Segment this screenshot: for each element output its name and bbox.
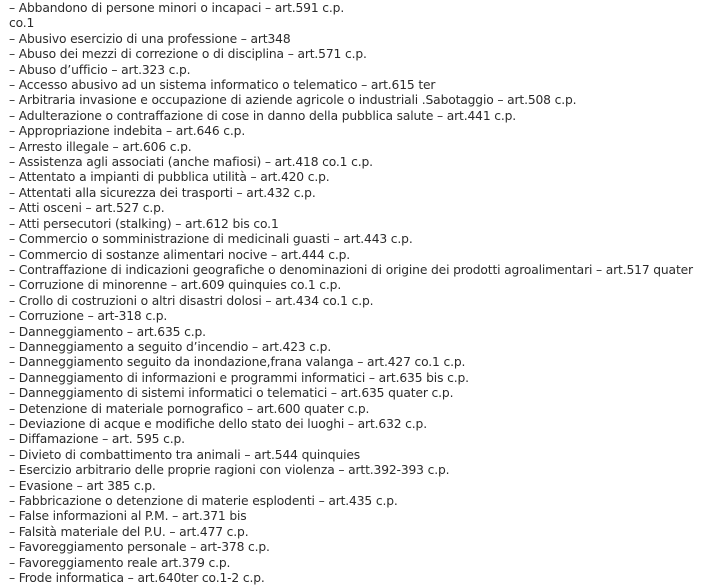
list-item: – Danneggiamento di informazioni e programmi informatici – art.635 bis c.p. xyxy=(9,370,469,385)
list-item: – Adulterazione o contraffazione di cose in danno della pubblica salute – art.441 c.p. xyxy=(9,108,517,123)
list-item: – Contraffazione di indicazioni geografiche o denominazioni di origine dei prodotti agroalimentari – art.517 quater xyxy=(9,262,693,277)
list-item: – Detenzione di materiale pornografico – art.600 quater c.p. xyxy=(9,401,370,416)
list-item: – Accesso abusivo ad un sistema informatico o telematico – art.615 ter xyxy=(9,78,436,93)
list-item: – Esercizio arbitrario delle proprie ragioni con violenza – artt.392-393 c.p. xyxy=(9,463,450,478)
list-item: – Favoreggiamento personale – art-378 c.p. xyxy=(9,540,270,555)
list-item: – Favoreggiamento reale art.379 c.p. xyxy=(9,555,231,570)
list-item: – Danneggiamento – art.635 c.p. xyxy=(9,324,206,339)
list-item: – Diffamazione – art. 595 c.p. xyxy=(9,432,185,447)
list-item: – Divieto di combattimento tra animali – art.544 quinquies xyxy=(9,447,361,462)
offense-list xyxy=(9,1,710,586)
list-item: – Atti osceni – art.527 c.p. xyxy=(9,201,165,216)
list-item: – Fabbricazione o detenzione di materie esplodenti – art.435 c.p. xyxy=(9,494,398,508)
list-item: – Crollo di costruzioni o altri disastri dolosi – art.434 co.1 c.p. xyxy=(9,293,374,308)
list-item: – Danneggiamento di sistemi informatici o telematici – art.635 quater c.p. xyxy=(9,386,454,401)
list-item: – Arresto illegale – art.606 c.p. xyxy=(9,139,192,154)
list-item: – Attentato a impianti di pubblica utilità – art.420 c.p. xyxy=(9,170,330,185)
list-item: – Danneggiamento seguito da inondazione,frana valanga – art.427 co.1 c.p. xyxy=(9,355,466,370)
list-item: – Appropriazione indebita – art.646 c.p. xyxy=(9,124,246,139)
list-item: co.1 xyxy=(9,16,35,31)
list-item: – Abuso dei mezzi di correzione o di disciplina – art.571 c.p. xyxy=(9,47,367,62)
list-item: – Assistenza agli associati (anche mafiosi) – art.418 co.1 c.p. xyxy=(9,155,373,170)
list-item: – Frode informatica – art.640ter co.1-2 c.p. xyxy=(9,571,265,586)
list-item: – Deviazione di acque e modifiche dello stato dei luoghi – art.632 c.p. xyxy=(9,416,427,431)
list-item: – Abusivo esercizio di una professione – art348 xyxy=(9,31,291,46)
list-item: – Evasione – art 385 c.p. xyxy=(9,478,156,493)
list-item: – Commercio o somministrazione di medicinali guasti – art.443 c.p. xyxy=(9,232,413,247)
list-item: – Falsità materiale del P.U. – art.477 c.p. xyxy=(9,524,249,539)
list-item: – Abbandono di persone minori o incapaci – art.591 c.p. xyxy=(9,1,345,15)
list-item: – Danneggiamento a seguito d’incendio – art.423 c.p. xyxy=(9,339,332,354)
list-item: – Commercio di sostanze alimentari nocive – art.444 c.p. xyxy=(9,247,351,262)
list-item: – Corruzione – art-318 c.p. xyxy=(9,309,168,324)
list-item: – Atti persecutori (stalking) – art.612 bis co.1 xyxy=(9,216,279,231)
list-item: – Attentati alla sicurezza dei trasporti – art.432 c.p. xyxy=(9,185,316,200)
list-item: – False informazioni al P.M. – art.371 bis xyxy=(9,509,247,524)
list-item: – Abuso d’ufficio – art.323 c.p. xyxy=(9,62,191,77)
list-item: – Arbitraria invasione e occupazione di aziende agricole o industriali .Sabotaggio – art.508 c.p. xyxy=(9,93,577,108)
list-item: – Corruzione di minorenne – art.609 quinquies co.1 c.p. xyxy=(9,278,342,293)
